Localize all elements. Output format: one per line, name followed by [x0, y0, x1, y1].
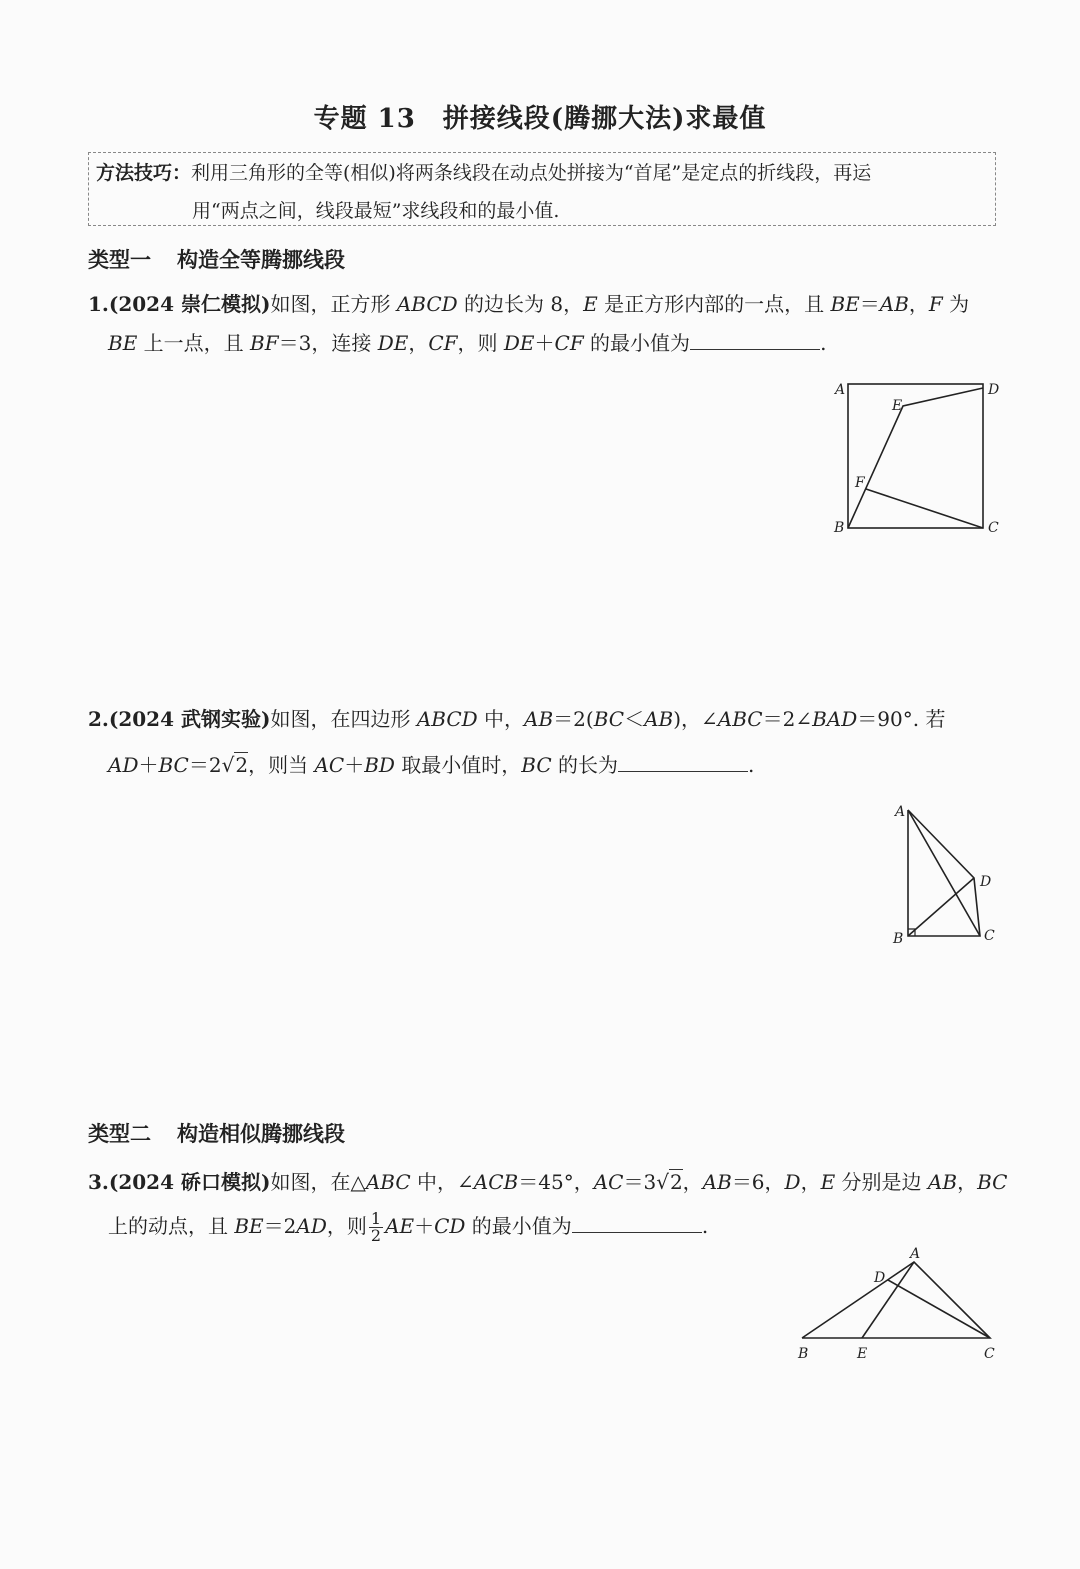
method-tips-line2: 用“两点之间，线段最短”求线段和的最小值. — [192, 200, 560, 222]
figure-q1-square — [828, 372, 1008, 542]
method-tips-label: 方法技巧： — [96, 162, 192, 184]
question-2-line1: 2.(2024 武钢实验)如图，在四边形 ABCD 中，AB＝2(BC＜AB)，∠ABC＝2∠BAD＝90°. 若 — [88, 707, 946, 731]
question-1-line1: 1.(2024 崇仁模拟)如图，正方形 ABCD 的边长为 8，E 是正方形内部的一点，且 BE＝AB，F 为 — [88, 292, 970, 316]
label-d: D — [988, 382, 1000, 398]
label-a: A — [895, 804, 906, 820]
answer-blank[interactable] — [572, 1214, 702, 1233]
answer-blank[interactable] — [690, 331, 820, 350]
triangle-abc — [802, 1262, 990, 1338]
question-source: (2024 武钢实验) — [108, 707, 271, 731]
label-e: E — [892, 398, 903, 414]
question-2-line2: AD＋BC＝2√2，则当 AC＋BD 取最小值时，BC 的长为 . — [108, 753, 755, 777]
label-a: A — [835, 382, 846, 398]
section-type-two: 类型二 构造相似腾挪线段 — [88, 1121, 345, 1146]
question-number: 1. — [88, 292, 109, 316]
label-c: C — [988, 520, 999, 536]
question-number: 2. — [88, 707, 109, 731]
segment-dc — [888, 1280, 990, 1338]
label-c: C — [984, 1346, 995, 1362]
label-a: A — [910, 1246, 921, 1262]
label-d: D — [874, 1270, 886, 1286]
label-f: F — [855, 475, 865, 491]
figure-q2-quadrilateral — [888, 798, 1008, 948]
fraction-half: $\frac{1}{2}$ — [370, 1209, 382, 1245]
segment-fc — [866, 489, 983, 528]
figure-q3-triangle — [790, 1240, 1010, 1370]
label-b: B — [834, 520, 845, 536]
label-c: C — [984, 928, 995, 944]
section-type-one: 类型一 构造全等腾挪线段 — [88, 247, 345, 272]
label-b: B — [798, 1346, 809, 1362]
square-abcd — [848, 384, 983, 528]
page-title: 专题 13 拼接线段(腾挪大法)求最值 — [313, 104, 767, 134]
label-e: E — [857, 1346, 868, 1362]
answer-blank[interactable] — [618, 753, 748, 772]
segment-bed — [848, 388, 983, 528]
question-number: 3. — [88, 1170, 109, 1194]
label-d: D — [980, 874, 992, 890]
method-tips-line1: 方法技巧：利用三角形的全等(相似)将两条线段在动点处拼接为“首尾”是定点的折线段，再运 — [96, 162, 872, 184]
question-source: (2024 硚口模拟) — [108, 1170, 271, 1194]
question-3-line2: 上的动点，且 BE＝2AD，则 $\frac{1}{2}$ AE＋CD 的最小值为 . — [108, 1209, 709, 1245]
label-b: B — [893, 931, 904, 947]
question-3-line1: 3.(2024 硚口模拟)如图，在△ABC 中，∠ACB＝45°，AC＝3√2，AB＝6，D，E 分别是边 AB，BC — [88, 1170, 1008, 1194]
question-source: (2024 崇仁模拟) — [108, 292, 271, 316]
question-1-line2: BE 上一点，且 BF＝3，连接 DE，CF，则 DE＋CF 的最小值为 . — [108, 331, 827, 355]
segment-ea — [862, 1262, 914, 1338]
